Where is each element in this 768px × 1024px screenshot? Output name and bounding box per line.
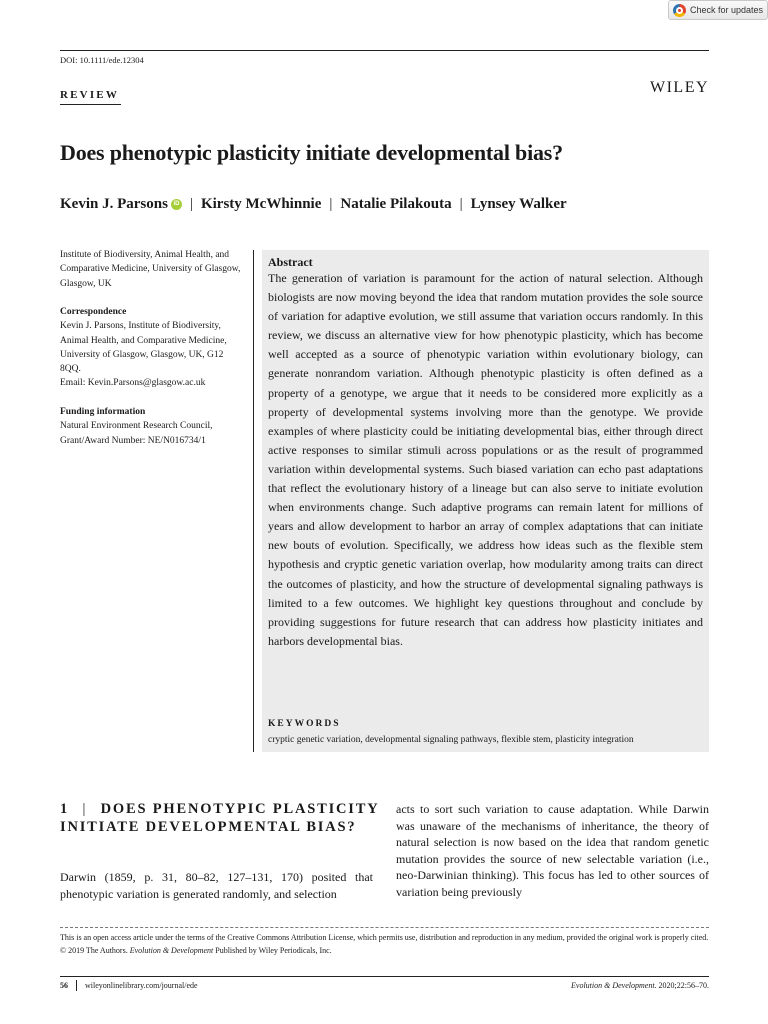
author-name[interactable]: Kevin J. Parsons [60, 196, 168, 212]
section-title: DOES PHENOTYPIC PLASTICITY INITIATE DEVELOPMENTAL BIAS? [60, 801, 379, 835]
page-footer [60, 980, 709, 991]
author-separator: | [459, 196, 463, 212]
keywords-list: cryptic genetic variation, developmental signaling pathways, flexible stem, plasticity integration [268, 735, 634, 745]
funding-block [60, 405, 246, 448]
correspondence-email[interactable]: Email: Kevin.Parsons@glasgow.ac.uk [60, 378, 206, 389]
author-name[interactable]: Natalie Pilakouta [340, 196, 452, 212]
funding-text: Natural Environment Research Council, Grant/Award Number: NE/N016734/1 [60, 421, 213, 446]
correspondence-block [60, 305, 246, 391]
copyright-journal: Evolution & Development [129, 946, 214, 955]
footer-separator [76, 980, 77, 991]
citation-details: 2020;22:56–70. [656, 981, 709, 990]
correspondence-heading: Correspondence [60, 307, 127, 317]
affiliation: Institute of Biodiversity, Animal Health, and Comparative Medicine, University of Glasgow, Glasgow, UK [60, 250, 241, 289]
abstract-box [262, 250, 709, 752]
copyright-suffix: Published by Wiley Periodicals, Inc. [213, 946, 332, 955]
check-for-updates-button[interactable] [668, 0, 768, 20]
author-separator: | [189, 196, 193, 212]
license-divider [60, 927, 709, 928]
crossmark-icon [673, 4, 686, 17]
article-type-underline [60, 104, 121, 105]
author-separator: | [329, 196, 333, 212]
body-text-right: acts to sort such variation to cause adaptation. While Darwin was unaware of the mechanisms of inheritance, the theory of natural selection is now based on the idea that random genetic mutation provides the source of new selectable variation (i.e., neo-Darwinian thinking). This focus has led to other sources of variation being previously [396, 802, 709, 899]
body-text-left: Darwin (1859, p. 31, 80–82, 127–131, 170) posited that phenotypic variation is generated randomly, and selection [60, 870, 373, 901]
funding-heading: Funding information [60, 407, 146, 417]
article-type: REVIEW [60, 89, 120, 101]
header-rule [60, 50, 709, 51]
footer-rule [60, 976, 709, 977]
copyright-prefix: © 2019 The Authors. [60, 946, 130, 955]
journal-name: Evolution & Development. [571, 981, 657, 990]
orcid-icon[interactable]: iD [171, 199, 182, 210]
publisher-logo: WILEY [650, 79, 710, 96]
keywords-heading: KEYWORDS [268, 719, 341, 729]
doi[interactable]: DOI: 10.1111/ede.12304 [60, 55, 144, 65]
correspondence-text: Kevin J. Parsons, Institute of Biodiversity, Animal Health, and Comparative Medicine, University of Glasgow, Glasgow, UK, G12 8QQ. [60, 321, 227, 375]
section-number: 1 [60, 801, 70, 817]
journal-url[interactable]: wileyonlinelibrary.com/journal/ede [85, 981, 198, 990]
author-name[interactable]: Lynsey Walker [470, 196, 567, 212]
section-separator: | [82, 801, 88, 817]
copyright-line [60, 944, 709, 957]
license-text: This is an open access article under the terms of the Creative Commons Attribution License, which permits use, distribution and reproduction in any medium, provided the original work is properly cited. [60, 933, 709, 942]
author-list [60, 196, 567, 213]
abstract-heading: Abstract [268, 255, 313, 269]
author-name[interactable]: Kirsty McWhinnie [200, 196, 322, 212]
license-block [60, 931, 709, 957]
section-heading [60, 800, 380, 836]
journal-citation [571, 981, 709, 990]
abstract-text: The generation of variation is paramount for the action of natural selection. Although biologists are now moving beyond the idea that random mutation provides the sole source of variation for adaptive evolution, we still assume that variation occurs randomly. In this review, we discuss an alternative view for how phenotypic plasticity, which has become well accepted as a source of phenotypic variation within evolutionary biology, can generate nonrandom variation. Although phenotypic plasticity is often defined as a property of a genotype, we argue that it needs to be considered more explicitly as a property of developmental systems involving more than the genotype. We provide examples of where plasticity could be initiating developmental bias, either through direct active responses to similar stimuli across populations or as the result of programmed variation within developmental systems. Such biased variation can echo past adaptations that reflect the evolutionary history of a lineage but can also serve to initiate evolution when environments change. Such adaptive programs can remain latent for millions of years and allow development to harbor an array of complex adaptations that can initiate new bouts of evolution. Specifically, we address how ideas such as the flexible stem hypothesis and cryptic genetic variation overlap, how modularity among traits can direct the outcomes of plasticity, and how the structure of developmental signaling pathways is limited to a few outcomes. We highlight key questions throughout and conclude by providing suggestions for future research that can address how plasticity initiates and harbors developmental bias. [268, 271, 703, 648]
sidebar-divider [253, 250, 254, 752]
check-for-updates-label: Check for updates [690, 5, 764, 15]
article-title: Does phenotypic plasticity initiate developmental bias? [60, 140, 563, 165]
page-number: 56 [60, 981, 68, 990]
